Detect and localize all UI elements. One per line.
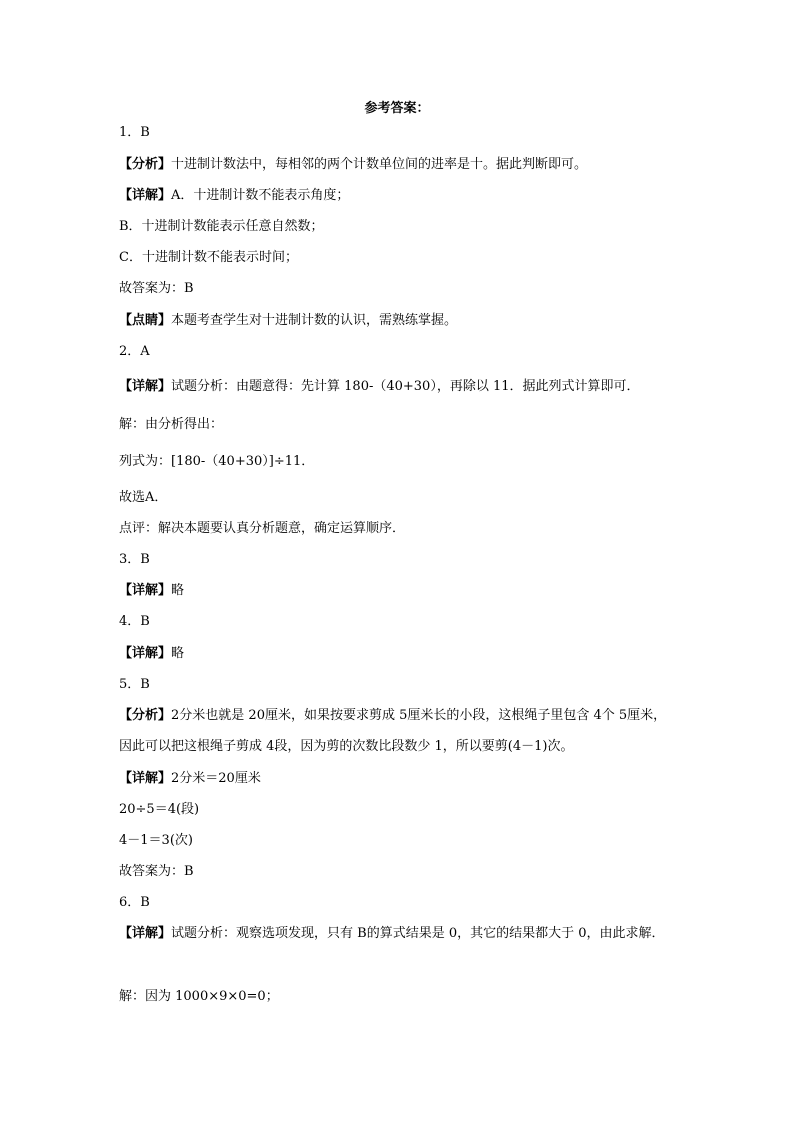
page-title: 参考答案：: [364, 101, 430, 116]
solve-6: 解：因为 1000×9×0=0；: [119, 989, 279, 1004]
detail-1: [119, 187, 679, 205]
detail-tag: 【详解】: [119, 646, 172, 661]
option-b: B．十进制计数能表示任意自然数；: [119, 219, 324, 234]
analysis-text: 2分米也就是 20厘米，如果按要求剪成 5厘米长的小段，这根绳子里包含 4个 5厘米，因此可以把这根绳子剪成 4段，因为剪的次数比段数少 1，所以要剪(4－1)次。: [119, 708, 667, 754]
answer-2: 2．A: [119, 344, 150, 359]
answer-5: 5．B: [119, 677, 150, 692]
detail-text: A．十进制计数不能表示角度；: [171, 188, 350, 203]
detail-5: [119, 770, 679, 788]
detail-text: 试题分析：由题意得：先计算 180-（40+30），再除以 11．据此列式计算即可．: [171, 379, 640, 394]
answer-3: 3．B: [119, 552, 150, 567]
analysis-1: [119, 156, 679, 174]
analysis-tag: 【分析】: [119, 157, 172, 172]
detail-tag: 【详解】: [119, 583, 172, 598]
detail-text: 2分米＝20厘米: [171, 771, 261, 786]
detail-tag: 【详解】: [119, 926, 172, 941]
detail-text: 略: [171, 583, 185, 598]
answer-conclusion-1: 故答案为：B: [119, 281, 194, 296]
analysis-text: 十进制计数法中，每相邻的两个计数单位间的进率是十。据此判断即可。: [171, 157, 588, 172]
answer-conclusion-5: 故答案为：B: [119, 864, 194, 879]
detail-text: 试题分析：观察选项发现，只有 B的算式结果是 0，其它的结果都大于 0，由此求解．: [171, 926, 665, 941]
comment-2: 点评：解决本题要认真分析题意，确定运算顺序．: [119, 521, 406, 536]
detail-3: [119, 582, 679, 600]
calc-5-2: 4－1＝3(次): [119, 833, 193, 848]
detail-tag: 【详解】: [119, 771, 172, 786]
calc-5-1: 20÷5＝4(段): [119, 802, 200, 817]
formula-2: 列式为：[180-（40+30）]÷11．: [119, 454, 315, 469]
analysis-5: [119, 700, 679, 762]
detail-6: [119, 918, 679, 949]
detail-tag: 【详解】: [119, 379, 172, 394]
solve-2: 解：由分析得出：: [119, 417, 224, 432]
detail-4: [119, 645, 679, 663]
comment-1: [119, 312, 679, 330]
comment-tag: 【点睛】: [119, 313, 172, 328]
option-c: C．十进制计数不能表示时间；: [119, 250, 298, 265]
comment-text: 本题考查学生对十进制计数的认识，需熟练掌握。: [171, 313, 458, 328]
answer-6: 6．B: [119, 895, 150, 910]
choose-2: 故选A．: [119, 490, 168, 505]
answer-1: 1．B: [119, 125, 150, 140]
answer-4: 4．B: [119, 614, 150, 629]
analysis-tag: 【分析】: [119, 708, 172, 723]
detail-text: 略: [171, 646, 185, 661]
detail-2: [119, 378, 679, 396]
detail-tag: 【详解】: [119, 188, 172, 203]
